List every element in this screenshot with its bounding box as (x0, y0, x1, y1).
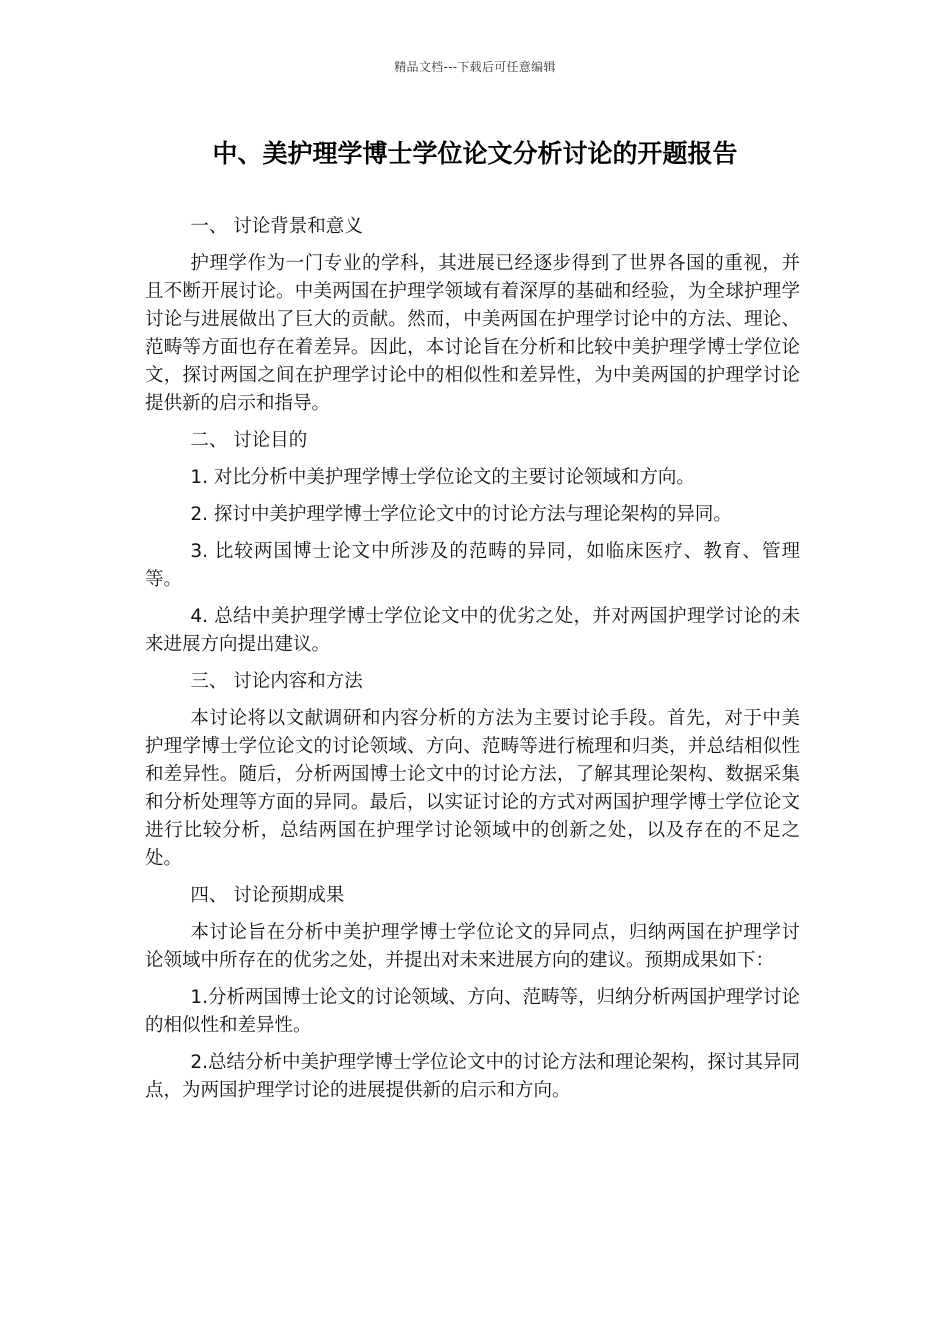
section-heading: 三、 讨论内容和方法 (190, 671, 363, 692)
page-header: 精品文档---下载后可任意编辑 (394, 60, 556, 74)
list-item: 2. 探讨中美护理学博士学位论文中的讨论方法与理论架构的异同。 (190, 504, 732, 525)
section-heading: 二、 讨论目的 (190, 430, 308, 451)
list-item: 2.总结分析中美护理学博士学位论文中的讨论方法和理论架构，探讨其异同点，为两国护理学讨论的进展提供新的启示和方向。 (145, 1052, 800, 1101)
paragraph: 护理学作为一门专业的学科，其进展已经逐步得到了世界各国的重视，并且不断开展讨论。中美两国在护理学领域有着深厚的基础和经验，为全球护理学讨论与进展做出了巨大的贡献。然而，中美两国在护理学讨论中的方法、理论、范畴等方面也存在着差异。因此，本讨论旨在分析和比较中美护理学博士学位论文，探讨两国之间在护理学讨论中的相似性和差异性，为中美两国的护理学讨论提供新的启示和指导。 (145, 253, 800, 414)
paragraph: 本讨论将以文献调研和内容分析的方法为主要讨论手段。首先，对于中美护理学博士学位论文的讨论领域、方向、范畴等进行梳理和归类，并总结相似性和差异性。随后，分析两国博士论文中的讨论方法，了解其理论架构、数据采集和分析处理等方面的异同。最后，以实证讨论的方式对两国护理学博士学位论文进行比较分析，总结两国在护理学讨论领域中的创新之处，以及存在的不足之处。 (145, 708, 800, 869)
list-item: 1.分析两国博士论文的讨论领域、方向、范畴等，归纳分析两国护理学讨论的相似性和差异性。 (145, 987, 800, 1036)
section-heading: 一、 讨论背景和意义 (190, 216, 363, 237)
section-heading: 四、 讨论预期成果 (190, 885, 345, 906)
list-item: 4. 总结中美护理学博士学位论文中的优劣之处，并对两国护理学讨论的未来进展方向提出建议。 (145, 606, 800, 655)
paragraph: 本讨论旨在分析中美护理学博士学位论文的异同点，归纳两国在护理学讨论领域中所存在的优劣之处，并提出对未来进展方向的建议。预期成果如下： (145, 922, 800, 971)
list-item: 3. 比较两国博士论文中所涉及的范畴的异同，如临床医疗、教育、管理等。 (145, 541, 800, 590)
document-body (145, 213, 800, 1114)
list-item: 1. 对比分析中美护理学博士学位论文的主要讨论领域和方向。 (190, 467, 695, 488)
document-title: 中、美护理学博士学位论文分析讨论的开题报告 (212, 139, 738, 168)
